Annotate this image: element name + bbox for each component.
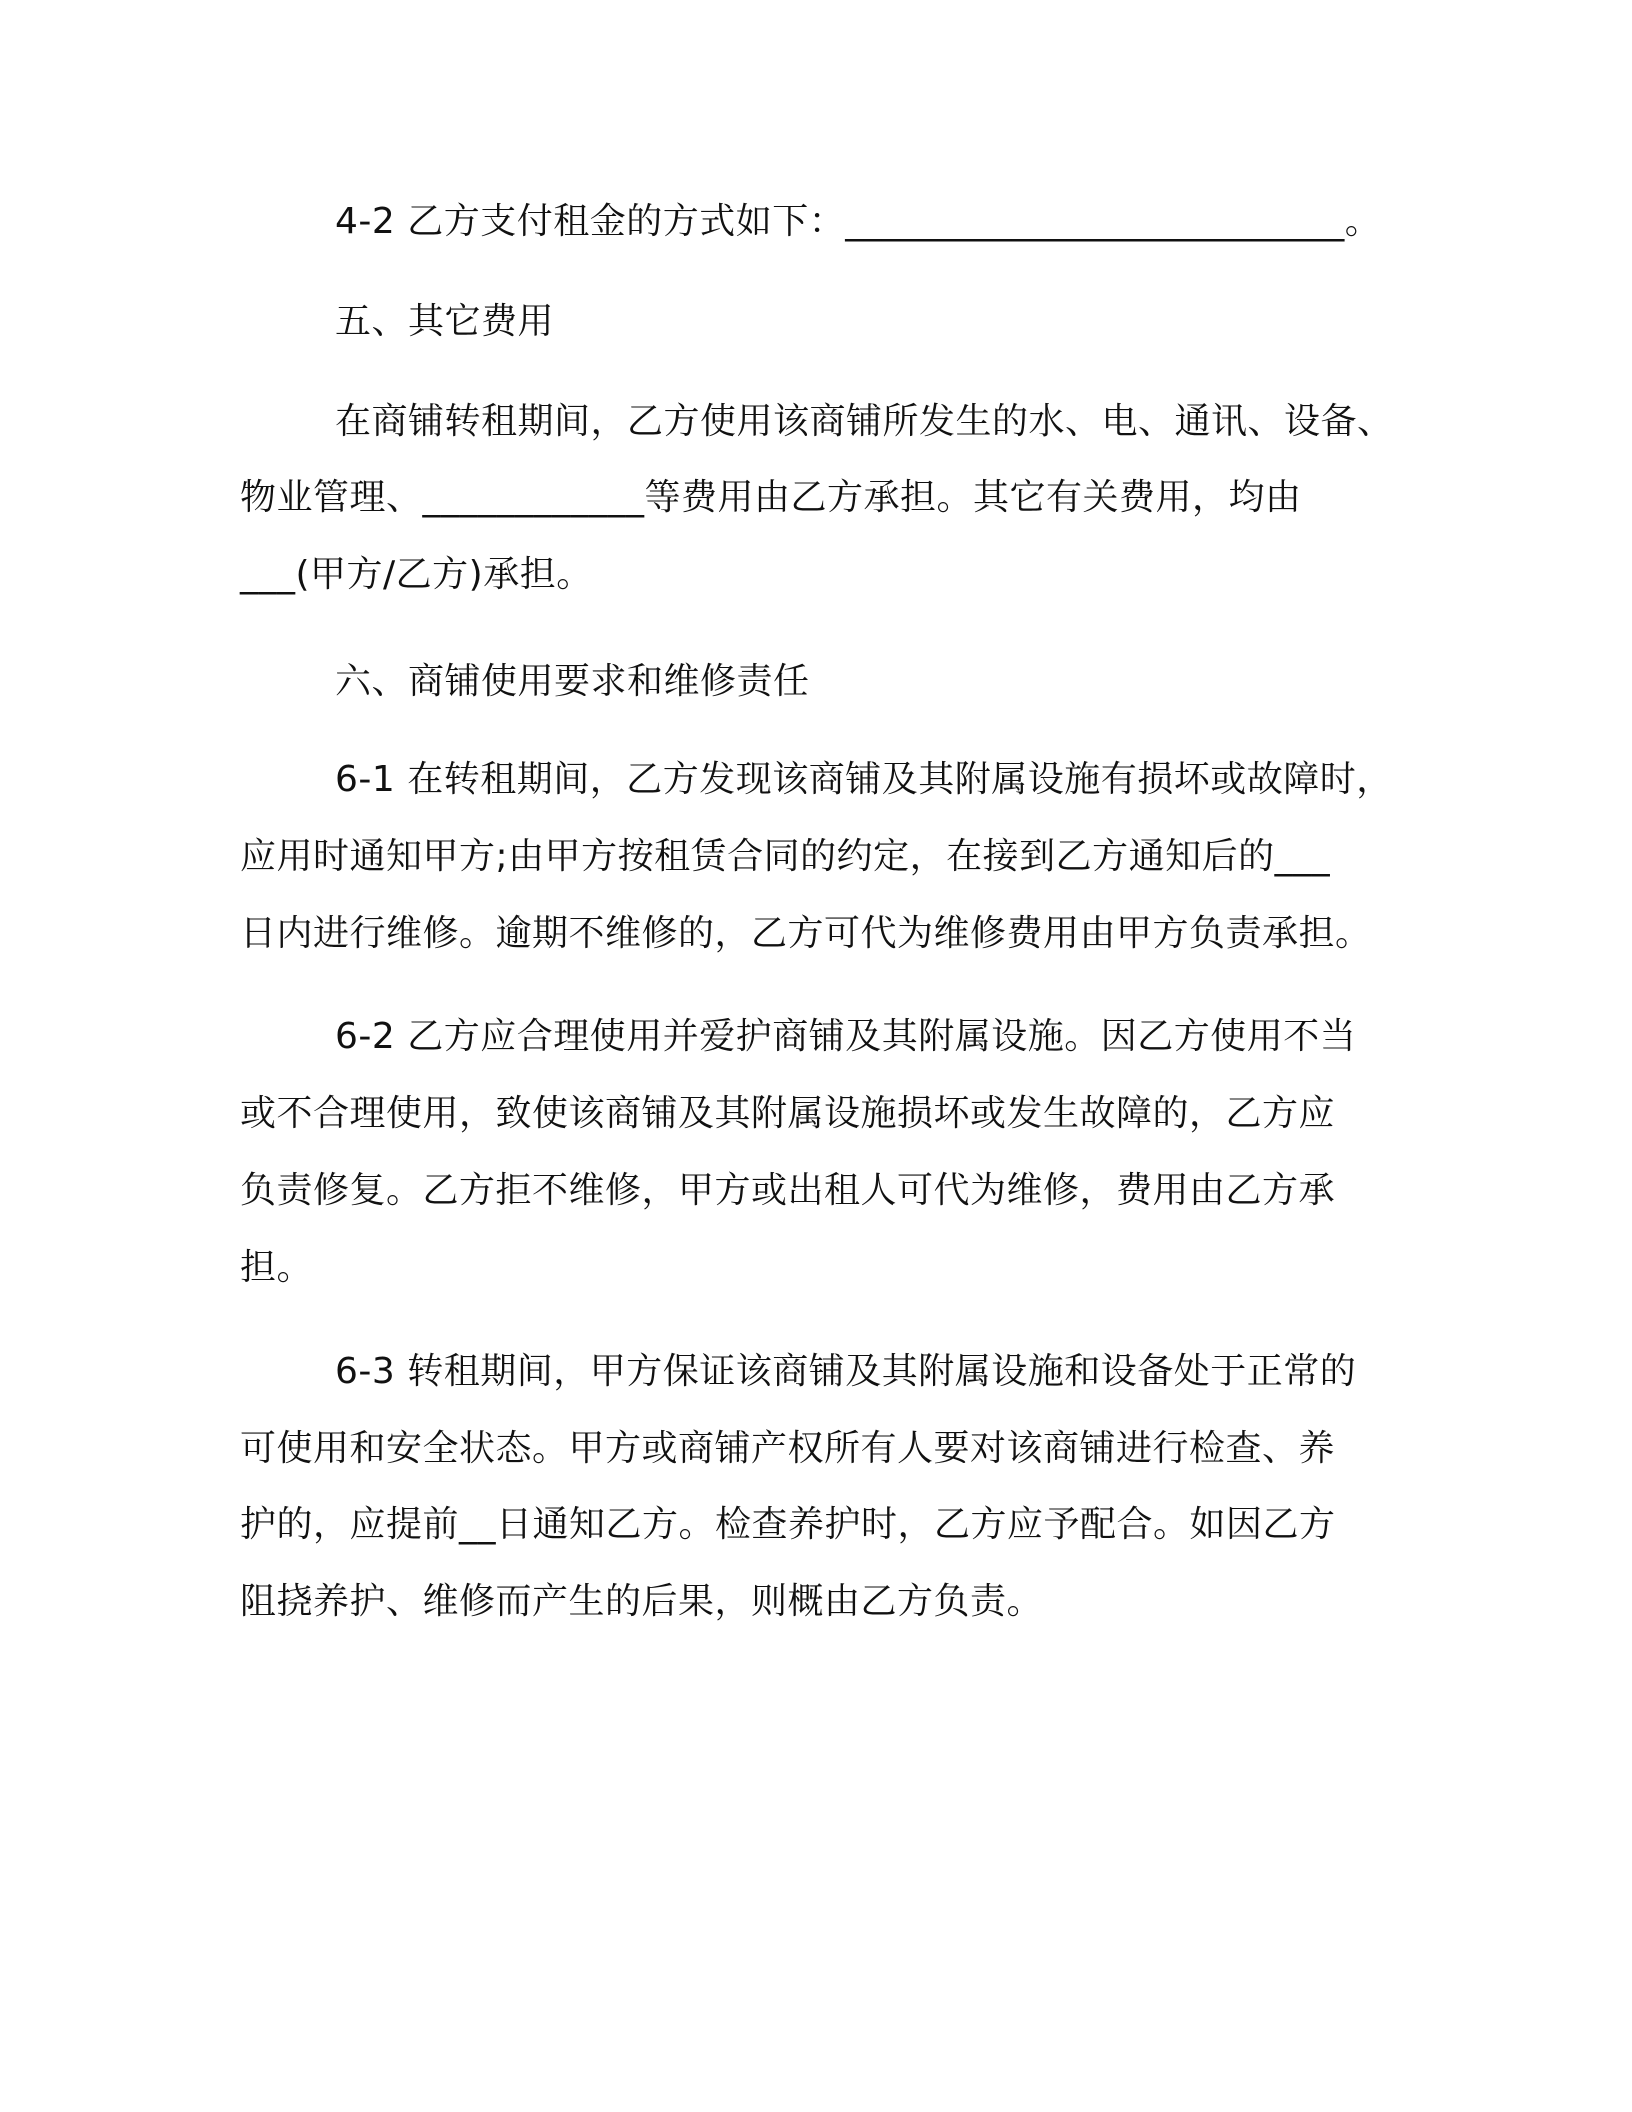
clause-6-2-line-2: 或不合理使用，致使该商铺及其附属设施损坏或发生故障的，乙方应 bbox=[240, 1093, 1336, 1134]
clause-6-1-line-3: 日内进行维修。逾期不维修的，乙方可代为维修费用由甲方负责承担。 bbox=[240, 913, 1372, 954]
clause-4-2: 4-2 乙方支付租金的方式如下：___________________________。 bbox=[335, 201, 1382, 242]
document-page bbox=[240, 180, 1400, 2080]
clause-6-2-line-1: 6-2 乙方应合理使用并爱护商铺及其附属设施。因乙方使用不当 bbox=[335, 1016, 1357, 1057]
section-5-heading: 五、其它费用 bbox=[335, 301, 555, 342]
clause-6-3-line-2: 可使用和安全状态。甲方或商铺产权所有人要对该商铺进行检查、养 bbox=[240, 1428, 1336, 1469]
section-5-text-line-1: 在商铺转租期间，乙方使用该商铺所发生的水、电、通讯、设备、 bbox=[335, 401, 1394, 442]
clause-6-2-line-3: 负责修复。乙方拒不维修，甲方或出租人可代为维修，费用由乙方承 bbox=[240, 1170, 1336, 1211]
section-6-heading: 六、商铺使用要求和维修责任 bbox=[335, 661, 810, 702]
clause-6-3-line-4: 阻挠养护、维修而产生的后果，则概由乙方负责。 bbox=[240, 1581, 1044, 1622]
clause-6-3-line-1: 6-3 转租期间，甲方保证该商铺及其附属设施和设备处于正常的 bbox=[335, 1351, 1357, 1392]
section-5-text-line-3: ___(甲方/乙方)承担。 bbox=[240, 554, 593, 595]
section-5-text-line-2: 物业管理、____________等费用由乙方承担。其它有关费用，均由 bbox=[240, 477, 1302, 518]
clause-6-3-line-3: 护的，应提前__日通知乙方。检查养护时，乙方应予配合。如因乙方 bbox=[240, 1504, 1336, 1545]
clause-6-1-line-1: 6-1 在转租期间，乙方发现该商铺及其附属设施有损坏或故障时， bbox=[335, 759, 1393, 800]
clause-6-2-line-4: 担。 bbox=[240, 1247, 314, 1288]
clause-6-1-line-2: 应用时通知甲方;由甲方按租赁合同的约定，在接到乙方通知后的___ bbox=[240, 836, 1331, 877]
